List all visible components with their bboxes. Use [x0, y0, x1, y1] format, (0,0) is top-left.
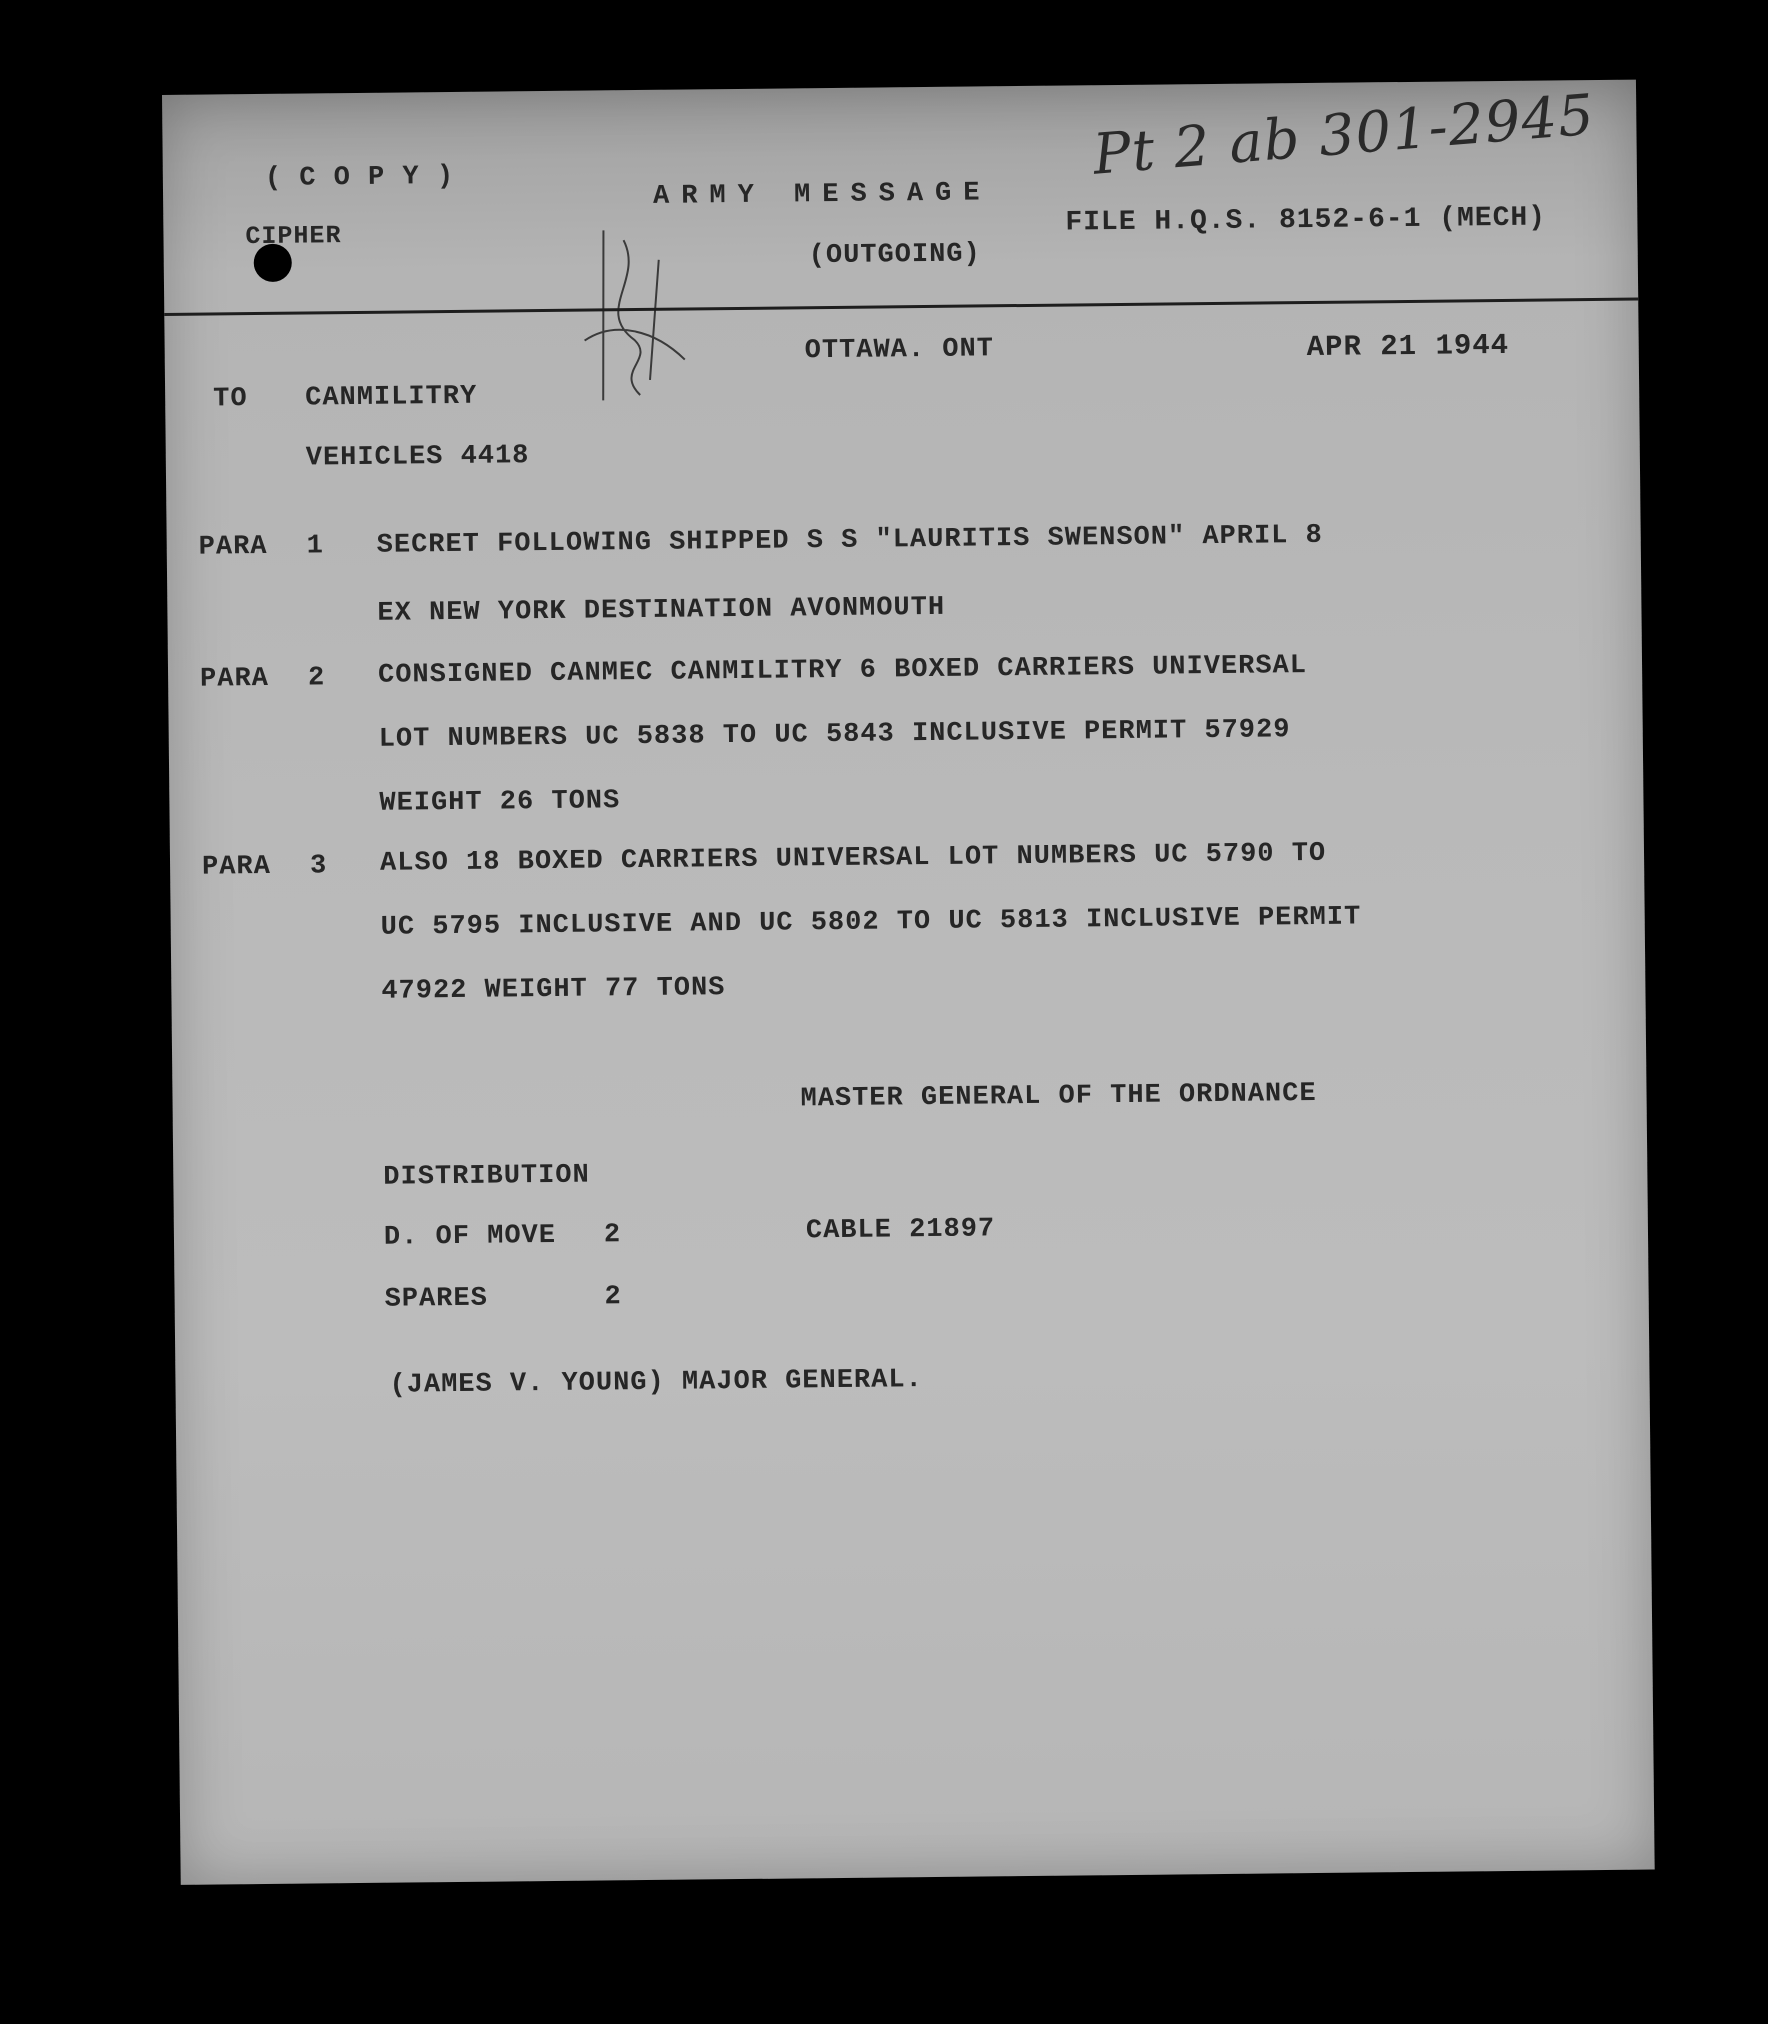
copy-label: ( C O P Y ): [264, 161, 455, 194]
handwritten-reference: Pt 2 ab 301-2945: [1090, 82, 1598, 188]
signatory: (JAMES V. YOUNG) MAJOR GENERAL.: [389, 1365, 923, 1401]
para-3-line-3: 47922 WEIGHT 77 TONS: [381, 973, 726, 1007]
form-subtitle: (OUTGOING): [808, 239, 981, 272]
para-1-line-1: SECRET FOLLOWING SHIPPED S S "LAURITIS SWENSON" APRIL 8: [376, 520, 1323, 561]
sender: MASTER GENERAL OF THE ORDNANCE: [800, 1078, 1317, 1115]
para-1-label: PARA: [198, 531, 268, 563]
distribution-row-1-count: 2: [603, 1220, 622, 1251]
distribution-row-2-label: SPARES: [384, 1283, 488, 1315]
reference-line: VEHICLES 4418: [305, 441, 530, 474]
form-title: ARMY MESSAGE: [652, 178, 992, 212]
para-1-line-2: EX NEW YORK DESTINATION AVONMOUTH: [377, 592, 946, 629]
cable-number: CABLE 21897: [805, 1214, 996, 1247]
to-address: CANMILITRY: [305, 381, 478, 414]
para-3-line-2: UC 5795 INCLUSIVE AND UC 5802 TO UC 5813 INCLUSIVE PERMIT: [380, 902, 1362, 943]
para-2-line-3: WEIGHT 26 TONS: [379, 786, 621, 819]
initials-scribble: [563, 219, 705, 410]
message-form: [162, 80, 1655, 1885]
para-3-line-1: ALSO 18 BOXED CARRIERS UNIVERSAL LOT NUMBERS UC 5790 TO: [379, 838, 1327, 879]
para-2-label: PARA: [199, 663, 270, 695]
place-of-origin: OTTAWA. ONT: [804, 334, 995, 367]
para-3-number: 3: [309, 851, 328, 882]
distribution-heading: DISTRIBUTION: [383, 1160, 590, 1193]
header-rule: [164, 298, 1638, 316]
para-2-line-1: CONSIGNED CANMEC CANMILITRY 6 BOXED CARRIERS UNIVERSAL: [377, 651, 1308, 691]
para-2-number: 2: [307, 663, 326, 694]
para-2-line-2: LOT NUMBERS UC 5838 TO UC 5843 INCLUSIVE PERMIT 57929: [378, 715, 1291, 755]
distribution-row-2-count: 2: [604, 1282, 622, 1313]
file-reference: FILE H.Q.S. 8152-6-1 (MECH): [1065, 202, 1547, 239]
para-3-label: PARA: [201, 851, 272, 883]
para-1-number: 1: [306, 531, 325, 562]
to-label: TO: [213, 384, 248, 415]
distribution-row-1-label: D. OF MOVE: [383, 1220, 557, 1253]
message-date: APR 21 1944: [1306, 328, 1510, 365]
cipher-label: CIPHER: [245, 221, 342, 252]
